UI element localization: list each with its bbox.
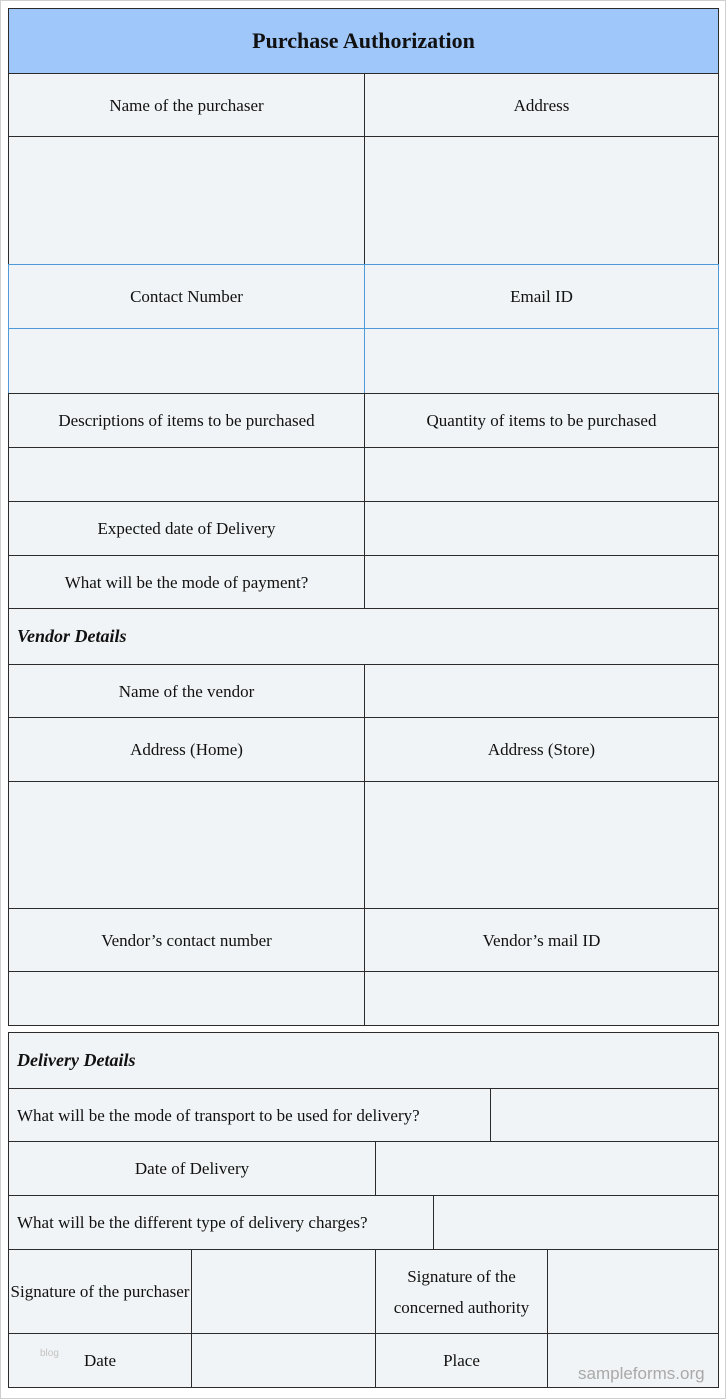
purchaser-name-field[interactable] — [8, 136, 365, 265]
payment-mode-field[interactable] — [364, 555, 719, 609]
vendor-contact-label: Vendor’s contact number — [8, 908, 365, 972]
vendor-address-store-label: Address (Store) — [364, 717, 719, 782]
expected-delivery-date-label: Expected date of Delivery — [8, 501, 365, 556]
delivery-charges-label: What will be the different type of delivery charges? — [8, 1195, 434, 1250]
date-label: Date — [8, 1333, 192, 1388]
purchaser-signature-field[interactable] — [191, 1249, 376, 1334]
vendor-name-field[interactable] — [364, 664, 719, 718]
transport-mode-field[interactable] — [490, 1088, 719, 1142]
form-title: Purchase Authorization — [8, 8, 719, 74]
purchaser-name-label: Name of the purchaser — [8, 73, 365, 137]
vendor-contact-field[interactable] — [8, 971, 365, 1026]
purchaser-address-field[interactable] — [364, 136, 719, 265]
vendor-mail-field[interactable] — [364, 971, 719, 1026]
email-id-label: Email ID — [364, 264, 719, 329]
delivery-charges-field[interactable] — [433, 1195, 719, 1250]
delivery-date-field[interactable] — [375, 1141, 719, 1196]
contact-number-field[interactable] — [8, 328, 365, 394]
date-field[interactable] — [191, 1333, 376, 1388]
authority-signature-field[interactable] — [547, 1249, 719, 1334]
vendor-details-heading: Vendor Details — [8, 608, 719, 665]
vendor-address-home-field[interactable] — [8, 781, 365, 909]
item-quantity-field[interactable] — [364, 447, 719, 502]
authority-signature-label: Signature of the concerned authority — [375, 1249, 548, 1334]
purchaser-address-label: Address — [364, 73, 719, 137]
vendor-name-label: Name of the vendor — [8, 664, 365, 718]
payment-mode-label: What will be the mode of payment? — [8, 555, 365, 609]
transport-mode-label: What will be the mode of transport to be used for delivery? — [8, 1088, 491, 1142]
item-quantity-label: Quantity of items to be purchased — [364, 393, 719, 448]
expected-delivery-date-field[interactable] — [364, 501, 719, 556]
contact-number-label: Contact Number — [8, 264, 365, 329]
item-descriptions-label: Descriptions of items to be purchased — [8, 393, 365, 448]
delivery-date-label: Date of Delivery — [8, 1141, 376, 1196]
faint-blog-mark: blog — [40, 1348, 59, 1359]
purchaser-signature-label: Signature of the purchaser — [8, 1249, 192, 1334]
email-id-field[interactable] — [364, 328, 719, 394]
vendor-address-store-field[interactable] — [364, 781, 719, 909]
vendor-mail-label: Vendor’s mail ID — [364, 908, 719, 972]
delivery-details-heading: Delivery Details — [8, 1032, 719, 1089]
vendor-address-home-label: Address (Home) — [8, 717, 365, 782]
watermark: sampleforms.org — [578, 1364, 705, 1383]
item-descriptions-field[interactable] — [8, 447, 365, 502]
place-label: Place — [375, 1333, 548, 1388]
